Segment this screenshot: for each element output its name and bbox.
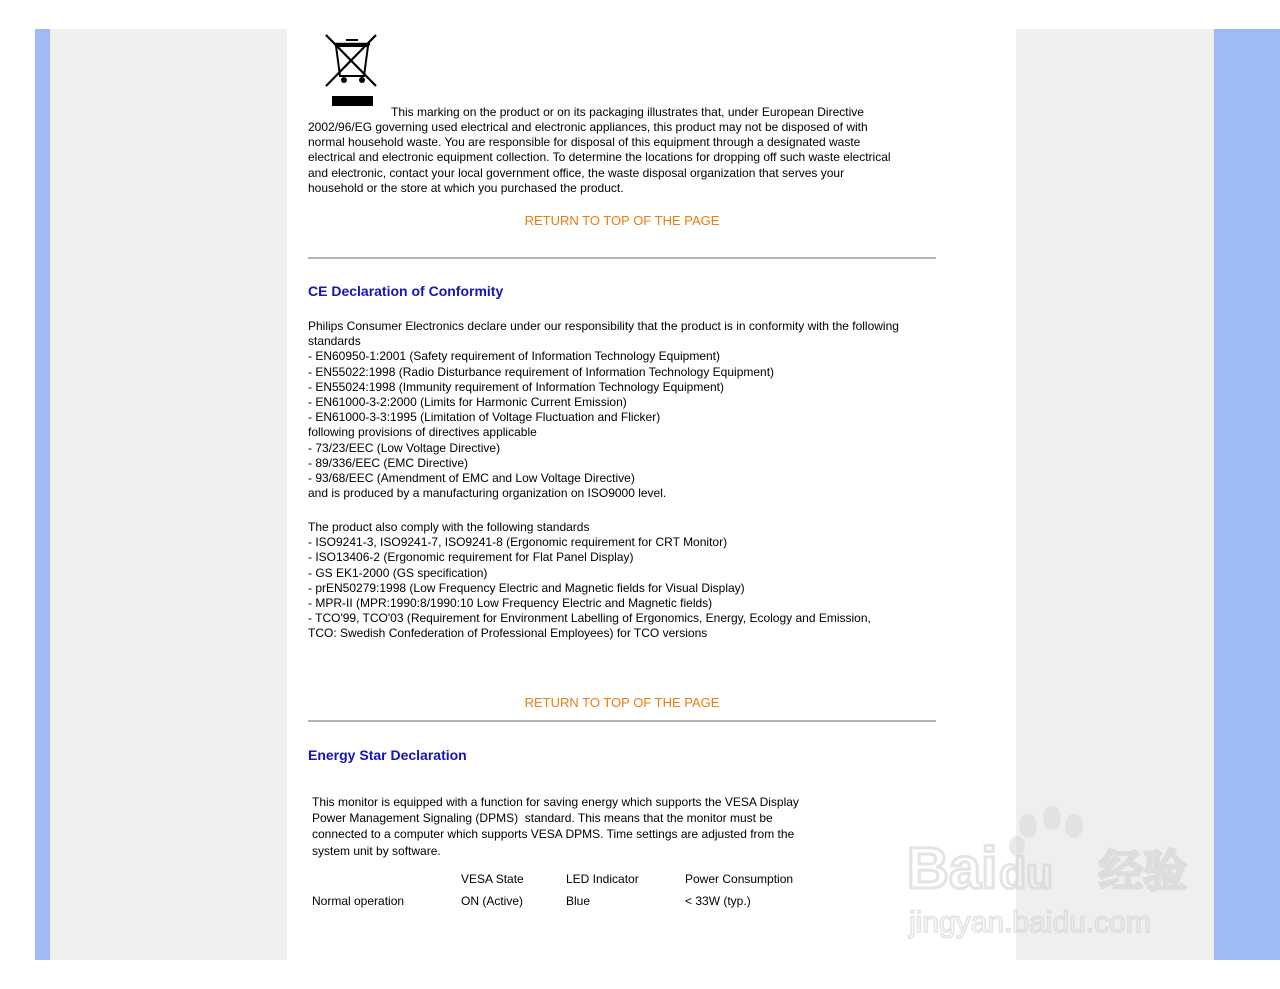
return-to-top-link[interactable]: RETURN TO TOP OF THE PAGE [524,213,720,228]
ce-line: - prEN50279:1998 (Low Frequency Electric and Magnetic fields for Visual Display) [308,580,745,595]
ce-line: - ISO13406-2 (Ergonomic requirement for Flat Panel Display) [308,550,634,565]
weee-text [308,120,938,196]
ce-line: - EN61000-3-3:1995 (Limitation of Voltage Fluctuation and Flicker) [308,410,661,425]
table-cell-vesa-state: ON (Active) [461,894,524,908]
table-cell-mode: Normal operation [312,894,405,908]
ce-line: - 89/336/EEC (EMC Directive) [308,455,469,470]
ce-heading: CE Declaration of Conformity [308,283,504,299]
ce-line: - 93/68/EEC (Amendment of EMC and Low Voltage Directive) [308,471,635,486]
ce-line: - EN60950-1:2001 (Safety requirement of Information Technology Equipment) [308,349,721,364]
watermark-url: jingyan.baidu.com [909,906,1151,939]
svg-text:Baidu [907,836,1053,901]
watermark-cn: 经验 [1099,846,1187,897]
ce-line: - ISO9241-3, ISO9241-7, ISO9241-8 (Ergonomic requirement for CRT Monitor) [308,535,728,550]
weee-text-line: household or the store at which you purchased the product. [308,180,624,195]
energy-star-text [312,794,942,859]
weee-text-line: and electronic, contact your local government office, the waste disposal organization that serves your [308,165,845,180]
ce-line: - EN61000-3-2:2000 (Limits for Harmonic Current Emission) [308,395,627,410]
ce-line: Philips Consumer Electronics declare under our responsibility that the product is in conformity with the following [308,319,899,333]
weee-text-line: 2002/96/EG governing used electrical and electronic appliances, this product may not be disposed of with [308,120,868,134]
ce-line: The product also comply with the following standards [308,520,590,534]
table-header-vesa-state: VESA State [461,872,524,886]
left-blue-band [35,29,50,960]
ce-line: - GS EK1-2000 (GS specification) [308,565,488,580]
weee-text-line: electrical and electronic equipment collection. To determine the locations for dropping off such waste electrical [308,150,891,165]
ce-line: - MPR-II (MPR:1990:8/1990:10 Low Frequency Electric and Magnetic fields) [308,596,713,611]
section-divider [308,257,936,259]
weee-bin-icon [322,32,382,108]
ce-paragraph-2 [308,520,938,642]
table-header-power-consumption: Power Consumption [685,872,794,886]
watermark-brand-du: du [999,849,1054,898]
right-blue-band [1214,29,1280,960]
weee-text-line: normal household waste. You are responsible for disposal of this equipment through a designated waste [308,135,861,150]
ce-line: following provisions of directives applicable [308,425,537,440]
weee-text-line-1: This marking on the product or on its packaging illustrates that, under European Directive [391,105,864,119]
table-header-led-indicator: LED Indicator [566,872,639,886]
baidu-jingyan-watermark [905,796,1205,946]
ce-line: - EN55022:1998 (Radio Disturbance requirement of Information Technology Equipment) [308,364,775,379]
return-to-top-link[interactable]: RETURN TO TOP OF THE PAGE [524,695,720,710]
energy-line: This monitor is equipped with a function for saving energy which supports the VESA Display [312,795,799,809]
energy-star-heading: Energy Star Declaration [308,747,467,763]
section-divider [308,720,936,722]
ce-line: - 73/23/EEC (Low Voltage Directive) [308,440,501,455]
energy-line: connected to a computer which supports VESA DPMS. Time settings are adjusted from the [312,827,795,842]
ce-line: standards [308,334,361,349]
energy-line: system unit by software. [312,843,441,858]
ce-line: and is produced by a manufacturing organization on ISO9000 level. [308,486,667,501]
ce-paragraph-1 [308,319,938,501]
left-gray-margin [50,29,287,960]
ce-line: TCO: Swedish Confederation of Professional Employees) for TCO versions [308,626,708,641]
ce-line: - EN55024:1998 (Immunity requirement of Information Technology Equipment) [308,379,724,394]
table-cell-led: Blue [566,894,591,908]
energy-line: Power Management Signaling (DPMS) standard. This means that the monitor must be [312,811,773,826]
watermark-brand: Bai [907,836,998,901]
ce-line: - TCO'99, TCO'03 (Requirement for Environment Labelling of Ergonomics, Energy, Ecology and Emission, [308,611,871,626]
table-cell-power: < 33W (typ.) [685,894,751,908]
